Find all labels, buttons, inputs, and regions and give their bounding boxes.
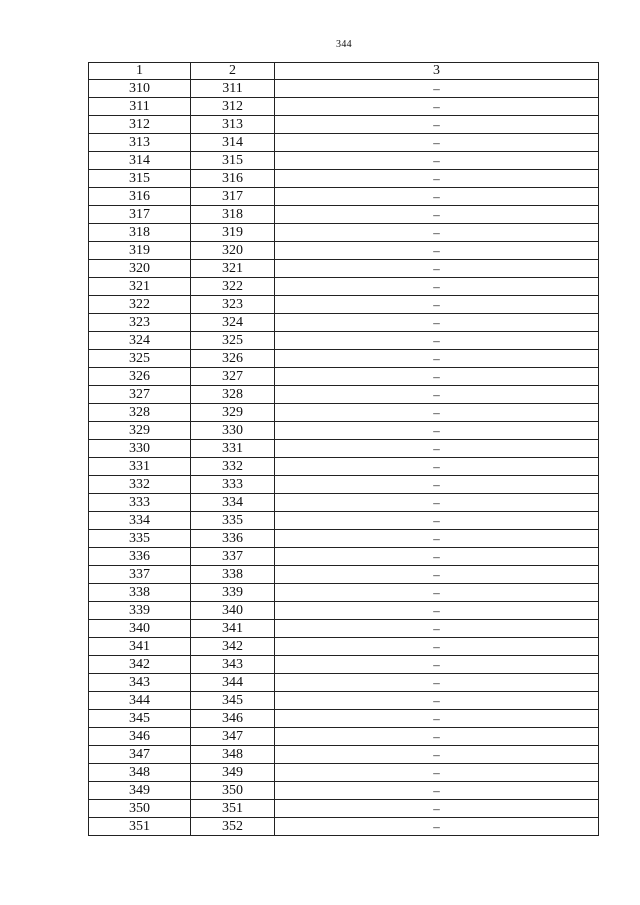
table-row <box>89 638 599 656</box>
table-row <box>89 350 599 368</box>
table-row <box>89 548 599 566</box>
table-row <box>89 440 599 458</box>
table-row <box>89 602 599 620</box>
table-cell-col-2: 313 <box>191 116 275 134</box>
table-row <box>89 710 599 728</box>
table-row <box>89 242 599 260</box>
table-cell-col-2: 319 <box>191 224 275 242</box>
table-row <box>89 386 599 404</box>
table-row <box>89 674 599 692</box>
table-cell-col-3: – <box>275 98 599 116</box>
table-row <box>89 260 599 278</box>
table-row <box>89 224 599 242</box>
table-cell-col-1: 348 <box>89 764 191 782</box>
table-cell-col-1: 330 <box>89 440 191 458</box>
table-cell-col-1: 322 <box>89 296 191 314</box>
table-cell-col-3: – <box>275 782 599 800</box>
table-cell-col-1: 323 <box>89 314 191 332</box>
table-cell-col-3: – <box>275 224 599 242</box>
table-body <box>89 80 599 836</box>
table-cell-col-2: 330 <box>191 422 275 440</box>
table-cell-col-2: 318 <box>191 206 275 224</box>
table-row <box>89 116 599 134</box>
table-cell-col-3: – <box>275 458 599 476</box>
table-cell-col-3: – <box>275 728 599 746</box>
table-cell-col-2: 334 <box>191 494 275 512</box>
table-cell-col-1: 314 <box>89 152 191 170</box>
table-row <box>89 134 599 152</box>
table-row <box>89 566 599 584</box>
table-cell-col-2: 335 <box>191 512 275 530</box>
table-cell-col-3: – <box>275 710 599 728</box>
table-cell-col-2: 348 <box>191 746 275 764</box>
table-cell-col-1: 326 <box>89 368 191 386</box>
table-cell-col-3: – <box>275 80 599 98</box>
table-cell-col-3: – <box>275 260 599 278</box>
table-cell-col-3: – <box>275 314 599 332</box>
table-row <box>89 368 599 386</box>
table-row <box>89 188 599 206</box>
table-cell-col-3: – <box>275 692 599 710</box>
table-cell-col-3: – <box>275 404 599 422</box>
table-cell-col-1: 317 <box>89 206 191 224</box>
table-row <box>89 98 599 116</box>
column-header-1: 1 <box>89 63 191 80</box>
table-cell-col-3: – <box>275 746 599 764</box>
table-cell-col-1: 341 <box>89 638 191 656</box>
table-cell-col-1: 333 <box>89 494 191 512</box>
table-cell-col-1: 321 <box>89 278 191 296</box>
table-cell-col-1: 335 <box>89 530 191 548</box>
table-row <box>89 314 599 332</box>
table-row <box>89 764 599 782</box>
table-cell-col-3: – <box>275 188 599 206</box>
table-cell-col-2: 333 <box>191 476 275 494</box>
table-cell-col-2: 314 <box>191 134 275 152</box>
table-cell-col-2: 352 <box>191 818 275 836</box>
table-row <box>89 476 599 494</box>
table-cell-col-1: 349 <box>89 782 191 800</box>
table-cell-col-2: 347 <box>191 728 275 746</box>
table-cell-col-1: 340 <box>89 620 191 638</box>
table-cell-col-3: – <box>275 566 599 584</box>
table-cell-col-1: 316 <box>89 188 191 206</box>
table-row <box>89 782 599 800</box>
table-cell-col-3: – <box>275 800 599 818</box>
table-cell-col-3: – <box>275 638 599 656</box>
table-cell-col-3: – <box>275 476 599 494</box>
data-table-container <box>88 62 598 836</box>
table-cell-col-2: 327 <box>191 368 275 386</box>
table-cell-col-1: 324 <box>89 332 191 350</box>
table-row <box>89 80 599 98</box>
table-cell-col-1: 331 <box>89 458 191 476</box>
table-row <box>89 278 599 296</box>
table-cell-col-3: – <box>275 674 599 692</box>
table-cell-col-2: 311 <box>191 80 275 98</box>
table-cell-col-3: – <box>275 170 599 188</box>
table-row <box>89 494 599 512</box>
table-cell-col-1: 338 <box>89 584 191 602</box>
table-cell-col-2: 345 <box>191 692 275 710</box>
table-cell-col-2: 336 <box>191 530 275 548</box>
table-cell-col-2: 322 <box>191 278 275 296</box>
table-cell-col-1: 346 <box>89 728 191 746</box>
table-cell-col-3: – <box>275 350 599 368</box>
table-cell-col-2: 320 <box>191 242 275 260</box>
table-cell-col-3: – <box>275 296 599 314</box>
table-cell-col-3: – <box>275 620 599 638</box>
table-cell-col-1: 320 <box>89 260 191 278</box>
table-cell-col-1: 339 <box>89 602 191 620</box>
table-cell-col-2: 325 <box>191 332 275 350</box>
table-cell-col-2: 328 <box>191 386 275 404</box>
table-cell-col-1: 347 <box>89 746 191 764</box>
table-cell-col-3: – <box>275 548 599 566</box>
table-cell-col-3: – <box>275 422 599 440</box>
table-cell-col-1: 327 <box>89 386 191 404</box>
table-cell-col-2: 324 <box>191 314 275 332</box>
table-cell-col-1: 328 <box>89 404 191 422</box>
table-cell-col-3: – <box>275 152 599 170</box>
table-row <box>89 512 599 530</box>
table-cell-col-3: – <box>275 134 599 152</box>
table-cell-col-3: – <box>275 116 599 134</box>
table-row <box>89 728 599 746</box>
table-cell-col-2: 331 <box>191 440 275 458</box>
table-cell-col-2: 316 <box>191 170 275 188</box>
data-table <box>88 62 599 836</box>
table-cell-col-1: 336 <box>89 548 191 566</box>
table-row <box>89 458 599 476</box>
table-header <box>89 63 599 80</box>
column-header-3: 3 <box>275 63 599 80</box>
table-cell-col-1: 319 <box>89 242 191 260</box>
table-row <box>89 422 599 440</box>
table-row <box>89 170 599 188</box>
table-cell-col-2: 342 <box>191 638 275 656</box>
table-cell-col-1: 318 <box>89 224 191 242</box>
table-cell-col-2: 312 <box>191 98 275 116</box>
table-cell-col-1: 315 <box>89 170 191 188</box>
table-row <box>89 818 599 836</box>
table-cell-col-3: – <box>275 656 599 674</box>
table-cell-col-1: 311 <box>89 98 191 116</box>
table-cell-col-2: 349 <box>191 764 275 782</box>
table-cell-col-2: 321 <box>191 260 275 278</box>
table-cell-col-2: 340 <box>191 602 275 620</box>
table-cell-col-2: 323 <box>191 296 275 314</box>
table-cell-col-2: 338 <box>191 566 275 584</box>
table-cell-col-3: – <box>275 512 599 530</box>
table-cell-col-2: 339 <box>191 584 275 602</box>
table-row <box>89 656 599 674</box>
table-cell-col-1: 350 <box>89 800 191 818</box>
table-cell-col-1: 325 <box>89 350 191 368</box>
table-cell-col-1: 351 <box>89 818 191 836</box>
table-cell-col-1: 345 <box>89 710 191 728</box>
column-header-2: 2 <box>191 63 275 80</box>
table-cell-col-1: 313 <box>89 134 191 152</box>
table-cell-col-3: – <box>275 368 599 386</box>
table-cell-col-2: 332 <box>191 458 275 476</box>
table-row <box>89 692 599 710</box>
table-cell-col-3: – <box>275 386 599 404</box>
table-row <box>89 332 599 350</box>
table-cell-col-1: 332 <box>89 476 191 494</box>
table-cell-col-1: 337 <box>89 566 191 584</box>
table-cell-col-1: 329 <box>89 422 191 440</box>
table-cell-col-1: 342 <box>89 656 191 674</box>
table-row <box>89 152 599 170</box>
table-cell-col-2: 343 <box>191 656 275 674</box>
table-cell-col-3: – <box>275 332 599 350</box>
table-cell-col-1: 344 <box>89 692 191 710</box>
table-cell-col-3: – <box>275 602 599 620</box>
table-row <box>89 800 599 818</box>
table-cell-col-2: 326 <box>191 350 275 368</box>
page-number: 344 <box>336 39 352 50</box>
header-row <box>89 63 599 80</box>
table-cell-col-2: 341 <box>191 620 275 638</box>
table-cell-col-2: 350 <box>191 782 275 800</box>
table-row <box>89 530 599 548</box>
table-cell-col-3: – <box>275 530 599 548</box>
table-cell-col-3: – <box>275 494 599 512</box>
table-cell-col-3: – <box>275 242 599 260</box>
table-row <box>89 584 599 602</box>
table-cell-col-3: – <box>275 440 599 458</box>
table-cell-col-3: – <box>275 278 599 296</box>
table-cell-col-2: 344 <box>191 674 275 692</box>
table-cell-col-3: – <box>275 764 599 782</box>
table-cell-col-2: 329 <box>191 404 275 422</box>
table-cell-col-2: 337 <box>191 548 275 566</box>
table-row <box>89 206 599 224</box>
table-cell-col-1: 310 <box>89 80 191 98</box>
table-row <box>89 404 599 422</box>
table-row <box>89 620 599 638</box>
table-cell-col-2: 315 <box>191 152 275 170</box>
table-cell-col-2: 346 <box>191 710 275 728</box>
table-row <box>89 296 599 314</box>
table-row <box>89 746 599 764</box>
table-cell-col-1: 312 <box>89 116 191 134</box>
table-cell-col-1: 334 <box>89 512 191 530</box>
table-cell-col-1: 343 <box>89 674 191 692</box>
table-cell-col-3: – <box>275 818 599 836</box>
table-cell-col-3: – <box>275 584 599 602</box>
table-cell-col-3: – <box>275 206 599 224</box>
table-cell-col-2: 351 <box>191 800 275 818</box>
table-cell-col-2: 317 <box>191 188 275 206</box>
